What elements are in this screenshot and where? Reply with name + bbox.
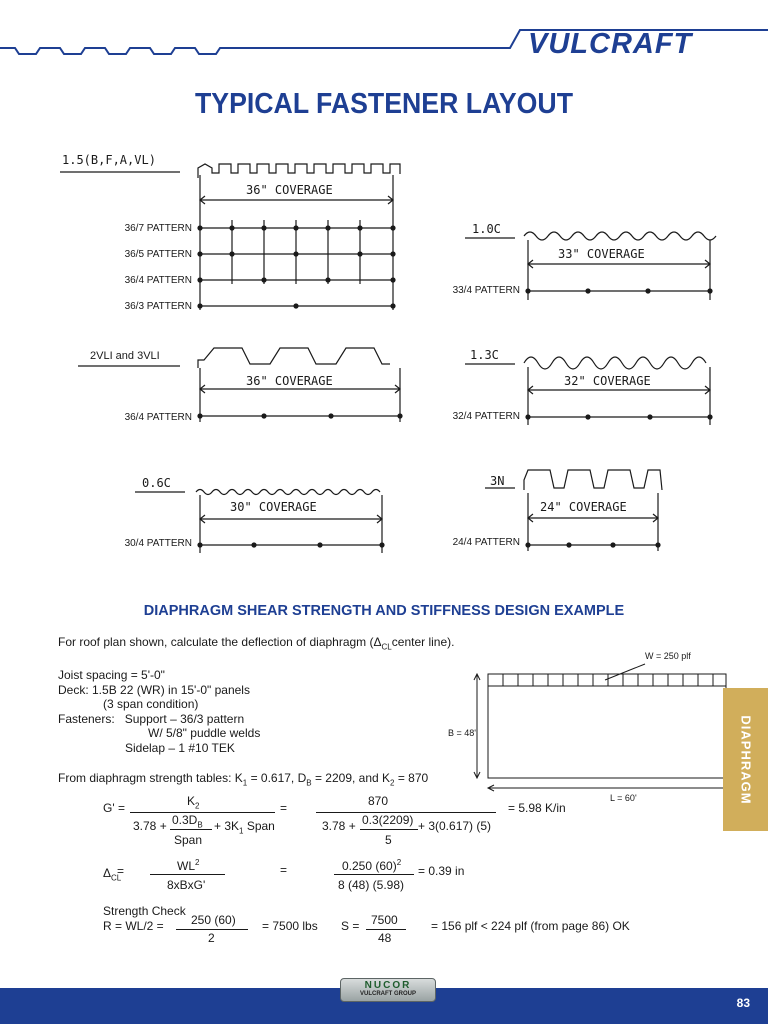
page-title: TYPICAL FASTENER LAYOUT [194,88,574,120]
deck-label-0-6c: 0.6C [142,476,171,490]
g-formula: G' = $K_2$ 3.78 + $0.3D_B$ Span + $3K_1$ Span = 870 3.78 + 0.3(2209) 5 + 3(0.617) (5) = 5.98 K/in [103,794,566,847]
diaphragm-side-tab[interactable]: DIAPHRAGM [723,688,768,831]
plan-width-label: B = 48' [448,728,476,738]
deck-label-1-0c: 1.0C [472,222,501,236]
pattern-label-24-4: 24/4 PATTERN [452,537,520,548]
strength-check: Strength Check R = WL/2 = 250 (60) 2 = 7500 lbs S = 7500 48 = 156 plf < 224 plf (from page 86) OK [103,904,630,945]
pattern-label-33-4: 33/4 PATTERN [452,285,520,296]
pattern-label-36-4: 36/4 PATTERN [124,275,192,286]
example-given: Joist spacing = 5'-0" Deck: 1.5B 22 (WR) in 15'-0" panels (3 span condition) Fasteners: Support – 36/3 pattern W/ 5/8" puddle welds Sidelap – 1 #10 TEK [58,668,261,755]
plan-load-label: W = 250 plf [645,651,691,661]
coverage-label-36b: 36" COVERAGE [246,374,333,388]
coverage-label-24: 24" COVERAGE [540,500,627,514]
plan-length-label: L = 60' [610,793,637,803]
pattern-label-36-3: 36/3 PATTERN [124,301,192,312]
nucor-logo: NUCOR VULCRAFT GROUP [340,978,436,1002]
example-intro: For roof plan shown, calculate the deflection of diaphragm ($\Delta_{CL}center$ line). [58,635,455,652]
deck-label-1-5: 1.5(B,F,A,VL) [62,153,156,167]
deck-label-1-3c: 1.3C [470,348,499,362]
roof-plan-diagram [440,640,730,805]
pattern-label-36-5: 36/5 PATTERN [124,249,192,260]
deck-label-3n: 3N [490,474,505,488]
pattern-label-30-4: 30/4 PATTERN [124,538,192,549]
pattern-label-32-4: 32/4 PATTERN [452,411,520,422]
strength-tables-line: From diaphragm strength tables: $K_1 = 0.617$, $D_B = 2209$, and $K_2 = 870$ [58,771,429,788]
pattern-label-36-7: 36/7 PATTERN [124,223,192,234]
deflection-formula: $\Delta_{CL}$ = $WL^2$ 8xBxG' = 0.250 $(60)^2$ 8 (48) (5.98) = 0.39 in [103,858,465,892]
example-title: DIAPHRAGM SHEAR STRENGTH AND STIFFNESS DESIGN EXAMPLE [143,603,625,619]
deck-label-vli: 2VLI and 3VLI [90,350,160,362]
coverage-label-30: 30" COVERAGE [230,500,317,514]
pattern-label-36-4b: 36/4 PATTERN [124,412,192,423]
brand-logo: VULCRAFT [528,28,693,60]
page-number: 83 [736,996,750,1010]
delta-cl-symbol: $\Delta_{CL}$ [373,635,392,652]
coverage-label-33: 33" COVERAGE [558,247,645,261]
coverage-label-36: 36" COVERAGE [246,183,333,197]
coverage-label-32: 32" COVERAGE [564,374,651,388]
